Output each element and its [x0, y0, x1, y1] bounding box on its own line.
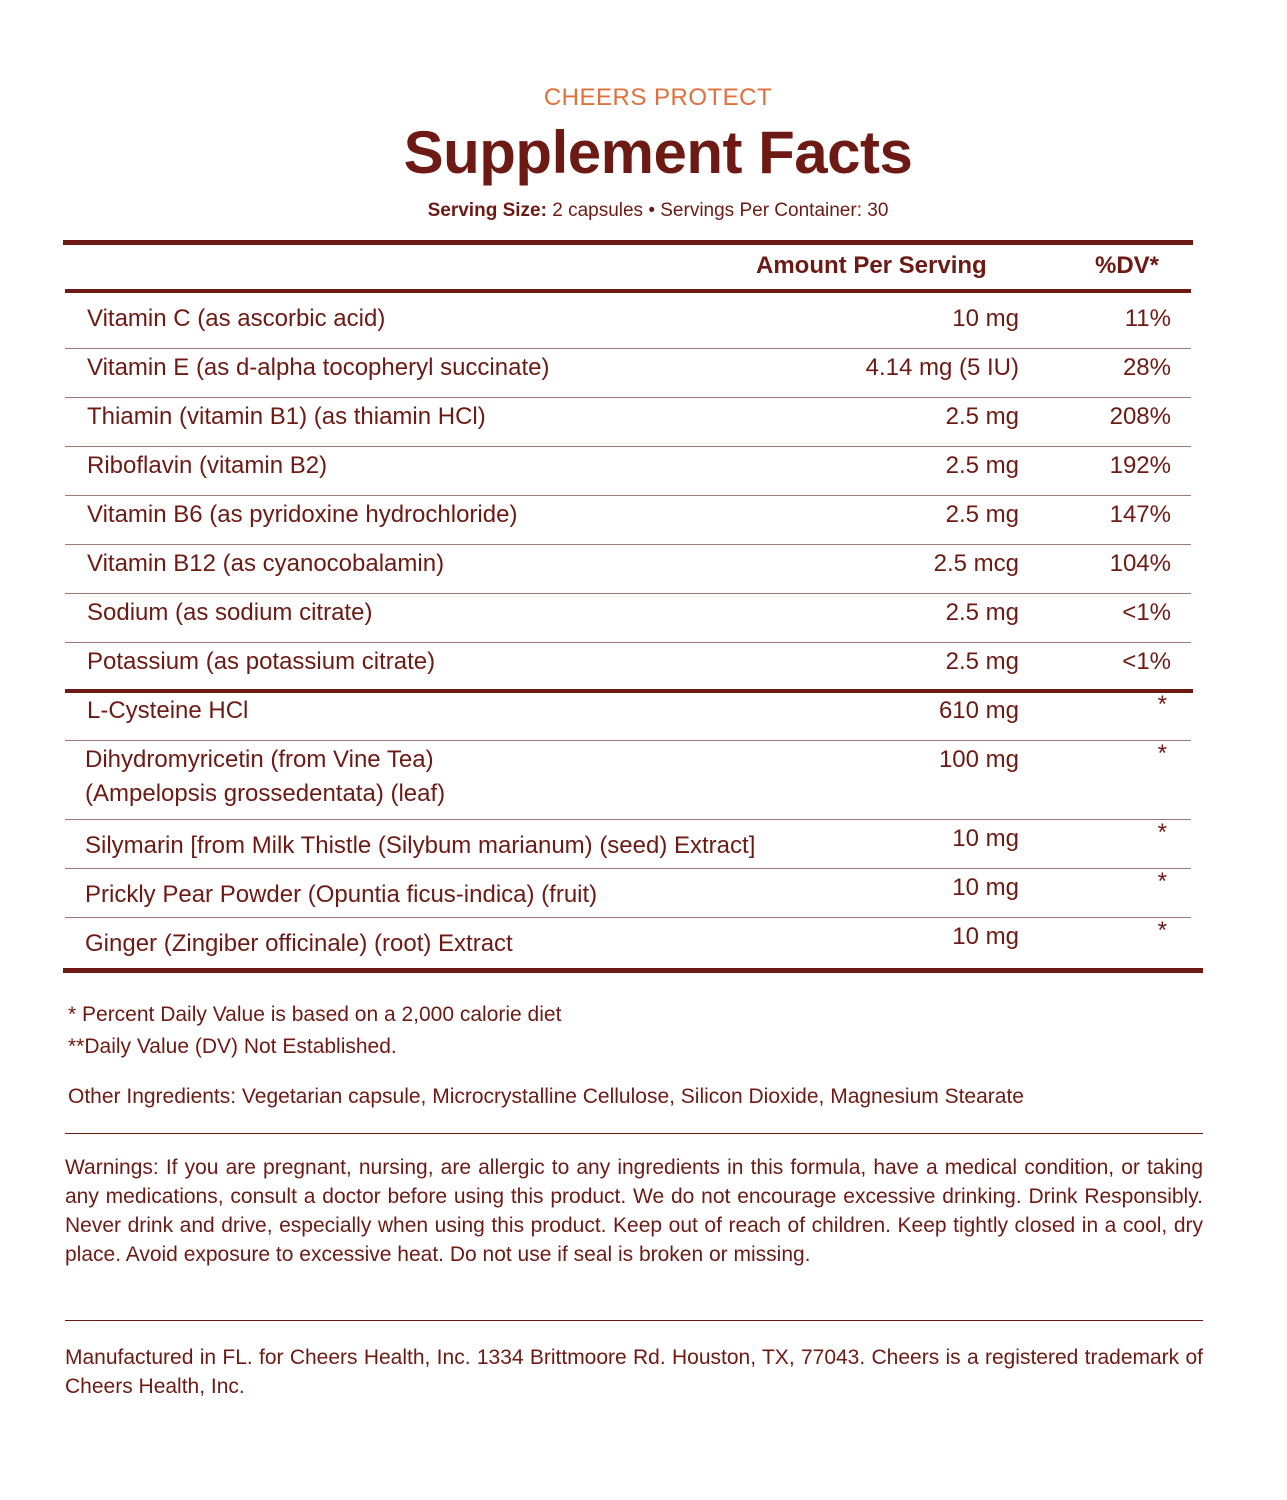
- nutrient-name: Ginger (Zingiber officinale) (root) Extract: [85, 930, 513, 957]
- nutrient-name: Dihydromyricetin (from Vine Tea): [85, 746, 434, 773]
- amount-value: 100 mg: [938, 746, 1019, 773]
- dv-value: <1%: [1122, 599, 1171, 626]
- dv-not-established-footnote: **Daily Value (DV) Not Established.: [68, 1035, 397, 1058]
- table-row: [65, 496, 1191, 545]
- nutrient-name-line2: (Ampelopsis grossedentata) (leaf): [85, 780, 446, 807]
- dv-value: 104%: [1109, 550, 1171, 577]
- dv-value: *: [1157, 691, 1167, 718]
- page-title: Supplement Facts: [403, 119, 913, 186]
- amount-value: 2.5 mg: [945, 648, 1019, 675]
- bottom-thick-rule: [63, 968, 1203, 973]
- manufacturer-text: Manufactured in FL. for Cheers Health, Inc. 1334 Brittmoore Rd. Houston, TX, 77043. Cheers is a registered trademark of Cheers Health, Inc.: [65, 1346, 1203, 1398]
- table-row: [65, 594, 1191, 643]
- table-row: [65, 447, 1191, 496]
- nutrient-name: Vitamin B6 (as pyridoxine hydrochloride): [87, 501, 518, 528]
- amount-value: 10 mg: [952, 825, 1019, 852]
- nutrient-name: Riboflavin (vitamin B2): [87, 452, 328, 479]
- dv-value: *: [1157, 740, 1167, 767]
- nutrient-name: Vitamin E (as d-alpha tocopheryl succinate): [87, 354, 550, 381]
- table-row: [65, 349, 1191, 398]
- table-row: [65, 918, 1191, 968]
- dv-value: <1%: [1122, 648, 1171, 675]
- dv-value: *: [1157, 917, 1167, 944]
- serving-size-label: Serving Size:: [427, 200, 547, 221]
- amount-value: 10 mg: [952, 305, 1019, 332]
- warnings-text: Warnings: If you are pregnant, nursing, are allergic to any ingredients in this formula, have a medical condition, or taking any medications, consult a doctor before using this product. We do not encourage excessive drinking. Drink Responsibly. Never drink and drive, especially when using this product. Keep out of reach of children. Keep tightly closed in a cool, dry place. Avoid exposure to excessive heat. Do not use if seal is broken or missing.: [65, 1156, 1203, 1266]
- table-row: [65, 643, 1191, 692]
- table-row: [65, 820, 1191, 869]
- table-row: [65, 300, 1191, 349]
- dv-footnote: * Percent Daily Value is based on a 2,000 calorie diet: [68, 1003, 562, 1026]
- nutrient-name: Potassium (as potassium citrate): [87, 648, 436, 675]
- amount-value: 10 mg: [952, 874, 1019, 901]
- brand-name: CHEERS PROTECT: [543, 84, 773, 111]
- dv-value: 208%: [1109, 403, 1171, 430]
- column-header-dv: %DV*: [1095, 252, 1160, 279]
- nutrient-name: Prickly Pear Powder (Opuntia ficus-indica) (fruit): [85, 881, 598, 908]
- amount-value: 610 mg: [938, 697, 1019, 724]
- serving-size-value: 2 capsules • Servings Per Container: 30: [552, 200, 889, 221]
- table-row: [65, 545, 1191, 594]
- serving-info: [0, 200, 1287, 222]
- dv-value: *: [1157, 819, 1167, 846]
- nutrient-name: Thiamin (vitamin B1) (as thiamin HCl): [87, 403, 486, 430]
- table-row: [65, 398, 1191, 447]
- dv-value: 192%: [1109, 452, 1171, 479]
- nutrient-name: Vitamin C (as ascorbic acid): [87, 305, 386, 332]
- dv-value: 147%: [1109, 501, 1171, 528]
- nutrient-name: Vitamin B12 (as cyanocobalamin): [87, 550, 445, 577]
- divider-rule: [65, 1320, 1203, 1321]
- other-ingredients: Other Ingredients: Vegetarian capsule, Microcrystalline Cellulose, Silicon Dioxide, Magnesium Stearate: [68, 1085, 1024, 1108]
- nutrient-name: L-Cysteine HCl: [87, 697, 249, 724]
- dv-value: *: [1157, 868, 1167, 895]
- nutrient-name: Silymarin [from Milk Thistle (Silybum marianum) (seed) Extract]: [85, 832, 756, 859]
- top-thick-rule: [63, 240, 1193, 245]
- dv-value: 11%: [1124, 305, 1171, 332]
- divider-rule: [65, 1133, 1203, 1134]
- dv-value: 28%: [1122, 354, 1171, 381]
- nutrient-name: Sodium (as sodium citrate): [87, 599, 373, 626]
- table-row: [65, 869, 1191, 918]
- amount-value: 10 mg: [952, 923, 1019, 950]
- amount-value: 2.5 mg: [945, 452, 1019, 479]
- amount-value: 2.5 mg: [945, 501, 1019, 528]
- table-row: [65, 741, 1191, 820]
- amount-value: 2.5 mg: [945, 599, 1019, 626]
- header-rule: [65, 289, 1191, 293]
- amount-value: 2.5 mcg: [933, 550, 1019, 577]
- column-header-amount: Amount Per Serving: [756, 252, 987, 279]
- table-row: [65, 692, 1191, 741]
- amount-value: 2.5 mg: [945, 403, 1019, 430]
- amount-value: 4.14 mg (5 IU): [865, 354, 1019, 381]
